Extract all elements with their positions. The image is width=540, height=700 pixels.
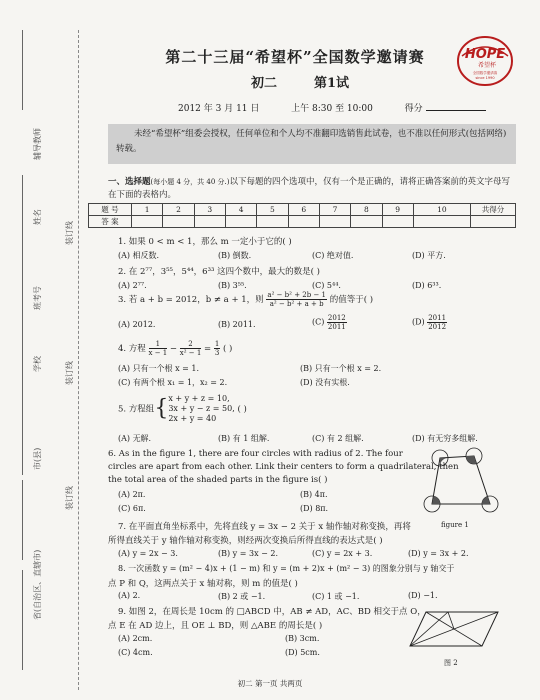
- logo-text: HOPE: [464, 47, 506, 62]
- question-number: 10: [413, 204, 470, 216]
- question-3-stem: 3. 若 a + b = 2012，b ≠ a + 1，则 $\frac{\text{a² − b² + 2b − 1}}{\text{a² − b² + a + b}}$ 的值等于( ): [118, 291, 374, 308]
- question-9-line-1: 9. 如图 2，在周长是 10cm 的 □ABCD 中，AB ≠ AD，AC、BD 相交于点 O，: [118, 607, 426, 617]
- margin-line: [22, 570, 23, 670]
- margin-line: [22, 30, 23, 110]
- province-label: 省(自治区、直辖市): [33, 549, 42, 620]
- name-label: 姓名: [33, 209, 42, 225]
- row-label-answer: 答 案: [89, 216, 132, 228]
- q6-option-c: (C) 6π.: [118, 504, 146, 513]
- section-1-note: (每小题 4 分，共 40 分.): [150, 178, 230, 186]
- answer-cell[interactable]: [163, 216, 194, 228]
- q5-option-a: (A) 无解.: [118, 434, 152, 443]
- q3-option-a: (A) 2012.: [118, 320, 156, 329]
- margin-line: [22, 255, 23, 335]
- q5-option-d: (D) 有无穷多组解.: [412, 434, 478, 443]
- answer-cell[interactable]: [288, 216, 319, 228]
- exam-dateline: [178, 101, 508, 114]
- q2-option-d: (D) 6³³.: [412, 281, 442, 290]
- logo-cn: 希望杯: [477, 62, 497, 69]
- exam-title: 第二十三届“希望杯”全国数学邀请赛: [165, 48, 425, 66]
- question-number: 3: [194, 204, 225, 216]
- q9-option-c: (C) 4cm.: [118, 648, 153, 657]
- copyright-notice: 未经“希望杯”组委会授权，任何单位和个人均不准翻印选销售此试卷，也不准以任何形式(包括网络)转载。: [108, 124, 516, 164]
- q3-fraction: $\frac{\text{a² − b² + 2b − 1}}{\text{a² − b² + a + b}}$: [267, 291, 326, 308]
- margin-line: [22, 395, 23, 475]
- answer-cell[interactable]: [413, 216, 470, 228]
- q9-option-a: (A) 2cm.: [118, 634, 153, 643]
- q3-option-b: (B) 2011.: [218, 320, 256, 329]
- question-number: 5: [257, 204, 288, 216]
- binding-line-label: 装订线: [65, 486, 74, 510]
- question-7-line-2: 所得直线关于 y 轴作轴对称变换，则经两次变换后所得直线的表达式是( ): [108, 536, 383, 546]
- logo-since: since 1990: [475, 76, 495, 80]
- figure-2-caption: 图 2: [444, 659, 458, 667]
- q5-option-c: (C) 有 2 组解.: [312, 434, 364, 443]
- exam-date: 2012 年 3 月 11 日: [178, 104, 260, 114]
- class-id-label: 班考号: [33, 286, 42, 310]
- question-9-line-2: 点 E 在 AD 边上，且 OE ⊥ BD，则 △ABE 的周长是( ): [108, 621, 323, 631]
- q4-option-c: (C) 有两个根 x₁ = 1，x₂ = 2.: [118, 378, 228, 387]
- question-7-line-1: 7. 在平面直角坐标系中，先将直线 y = 3x − 2 关于 x 轴作轴对称变换，再将: [118, 522, 411, 532]
- section-1-header: [108, 176, 518, 202]
- question-4-stem: 4. 方程 $\frac{1}{x - 1}$ − $\frac{2}{\text{x² − 1}}$ = $\frac{1}{3}$ ( ): [118, 340, 233, 357]
- question-6-line-1: 6. As in the figure 1, there are four circles with radius of 2. The four: [108, 449, 403, 459]
- q2-option-c: (C) 5⁴⁴.: [312, 281, 341, 290]
- answer-table-header-row: [89, 204, 516, 216]
- q5-option-b: (B) 有 1 组解.: [218, 434, 270, 443]
- margin-line: [22, 480, 23, 560]
- exam-subtitle: [200, 72, 400, 91]
- question-8-line-1: 8. 一次函数 y = (m² − 4)x + (1 − m) 和 y = (m + 2)x + (m² − 3) 的图象分别与 y 轴交于: [118, 564, 455, 573]
- section-1-title: 一、选择题: [108, 177, 151, 187]
- exam-time: 上午 8:30 至 10:00: [291, 104, 373, 114]
- question-2-stem: 2. 在 2⁷⁷，3⁵⁵，5⁴⁴，6³³ 这四个数中，最大的数是( ): [118, 267, 320, 277]
- score-label: 得分: [404, 104, 423, 114]
- figure-1-caption: figure 1: [441, 521, 469, 529]
- city-label: 市(县): [33, 447, 42, 470]
- binding-line-label: 装订线: [65, 221, 74, 245]
- school-label: 学校: [33, 356, 42, 372]
- question-8-line-2: 点 P 和 Q，这两点关于 x 轴对称，则 m 的值是( ): [108, 579, 298, 589]
- answer-table-answer-row: [89, 216, 516, 228]
- binding-margin: [0, 0, 96, 700]
- grade-label: 初二: [250, 76, 277, 91]
- total-score-label: 共得分: [471, 204, 516, 216]
- q7-option-c: (C) y = 2x + 3.: [312, 549, 373, 558]
- question-number: 2: [163, 204, 194, 216]
- q6-option-b: (B) 4π.: [300, 490, 328, 499]
- q7-option-b: (B) y = 3x − 2.: [218, 549, 278, 558]
- row-label-number: 题 号: [89, 204, 132, 216]
- question-number: 8: [351, 204, 382, 216]
- q4-option-d: (D) 没有实根.: [300, 378, 350, 387]
- q5-equation-system: x + y + z = 10, 3x + y − z = 50, 2x + y = 40: [168, 394, 235, 423]
- q8-option-c: (C) 1 或 −1.: [312, 592, 360, 601]
- binding-line-label: 装订线: [65, 361, 74, 385]
- answer-cell[interactable]: [319, 216, 350, 228]
- answer-cell[interactable]: [351, 216, 382, 228]
- figure-1-circles-diagram: [418, 446, 502, 520]
- q7-option-d: (D) y = 3x + 2.: [408, 549, 469, 558]
- question-5-stem: 5. 方程组{x + y + z = 10, 3x + y − z = 50, 2x + y = 40 ( ): [118, 394, 247, 423]
- answer-cell[interactable]: [194, 216, 225, 228]
- score-blank: [426, 101, 486, 111]
- teacher-label: 辅导教师: [33, 128, 42, 160]
- q8-option-d: (D) −1.: [408, 591, 438, 600]
- question-6-line-3: the total area of the shaded parts in the figure is( ): [108, 475, 328, 485]
- q2-option-b: (B) 3⁵⁵.: [218, 281, 247, 290]
- q1-option-a: (A) 相反数.: [118, 251, 160, 260]
- answer-cell[interactable]: [257, 216, 288, 228]
- question-number: 6: [288, 204, 319, 216]
- q8-option-b: (B) 2 或 −1.: [218, 592, 266, 601]
- q8-option-a: (A) 2.: [118, 591, 141, 600]
- question-6-line-2: circles are apart from each other. Link their centers to form a quadrilateral, then: [108, 462, 459, 472]
- figure-2-parallelogram-diagram: [404, 606, 504, 654]
- answer-cell[interactable]: [225, 216, 256, 228]
- hope-cup-logo-icon: [456, 34, 514, 88]
- q9-option-b: (B) 3cm.: [285, 634, 320, 643]
- q4-option-a: (A) 只有一个根 x = 1.: [118, 364, 200, 373]
- question-number: 1: [132, 204, 163, 216]
- question-number: 7: [319, 204, 350, 216]
- question-1-stem: 1. 如果 0 < m < 1，那么 m 一定小于它的( ): [118, 237, 292, 247]
- answer-cell[interactable]: [132, 216, 163, 228]
- section-1-instructions: 以下每题的四个选项中，仅有一个是正确的，请将正确答案前的英文字母写在下面的表格内。: [108, 177, 510, 200]
- page-footer: 初二 第一页 共两页: [237, 679, 303, 688]
- q3-option-d: (D) $\frac{2011}{2012}$: [412, 314, 447, 331]
- q3-option-c: (C) $\frac{2012}{2011}$: [312, 314, 346, 331]
- question-number: 4: [225, 204, 256, 216]
- q4-option-b: (B) 只有一个根 x = 2.: [300, 364, 382, 373]
- total-score-cell[interactable]: [471, 216, 516, 228]
- q1-option-b: (B) 倒数.: [218, 251, 252, 260]
- q6-option-d: (D) 8π.: [300, 504, 329, 513]
- q7-option-a: (A) y = 2x − 3.: [118, 549, 178, 558]
- question-number: 9: [382, 204, 413, 216]
- q1-option-d: (D) 平方.: [412, 251, 446, 260]
- logo-small: 全国数学邀请赛: [472, 71, 498, 75]
- q9-option-d: (D) 5cm.: [285, 648, 320, 657]
- answer-table: [88, 203, 516, 228]
- binding-dashed-line: [78, 30, 79, 690]
- q6-option-a: (A) 2π.: [118, 490, 146, 499]
- q1-option-c: (C) 绝对值.: [312, 251, 354, 260]
- answer-cell[interactable]: [382, 216, 413, 228]
- q2-option-a: (A) 2⁷⁷.: [118, 281, 147, 290]
- round-label: 第1试: [314, 76, 350, 91]
